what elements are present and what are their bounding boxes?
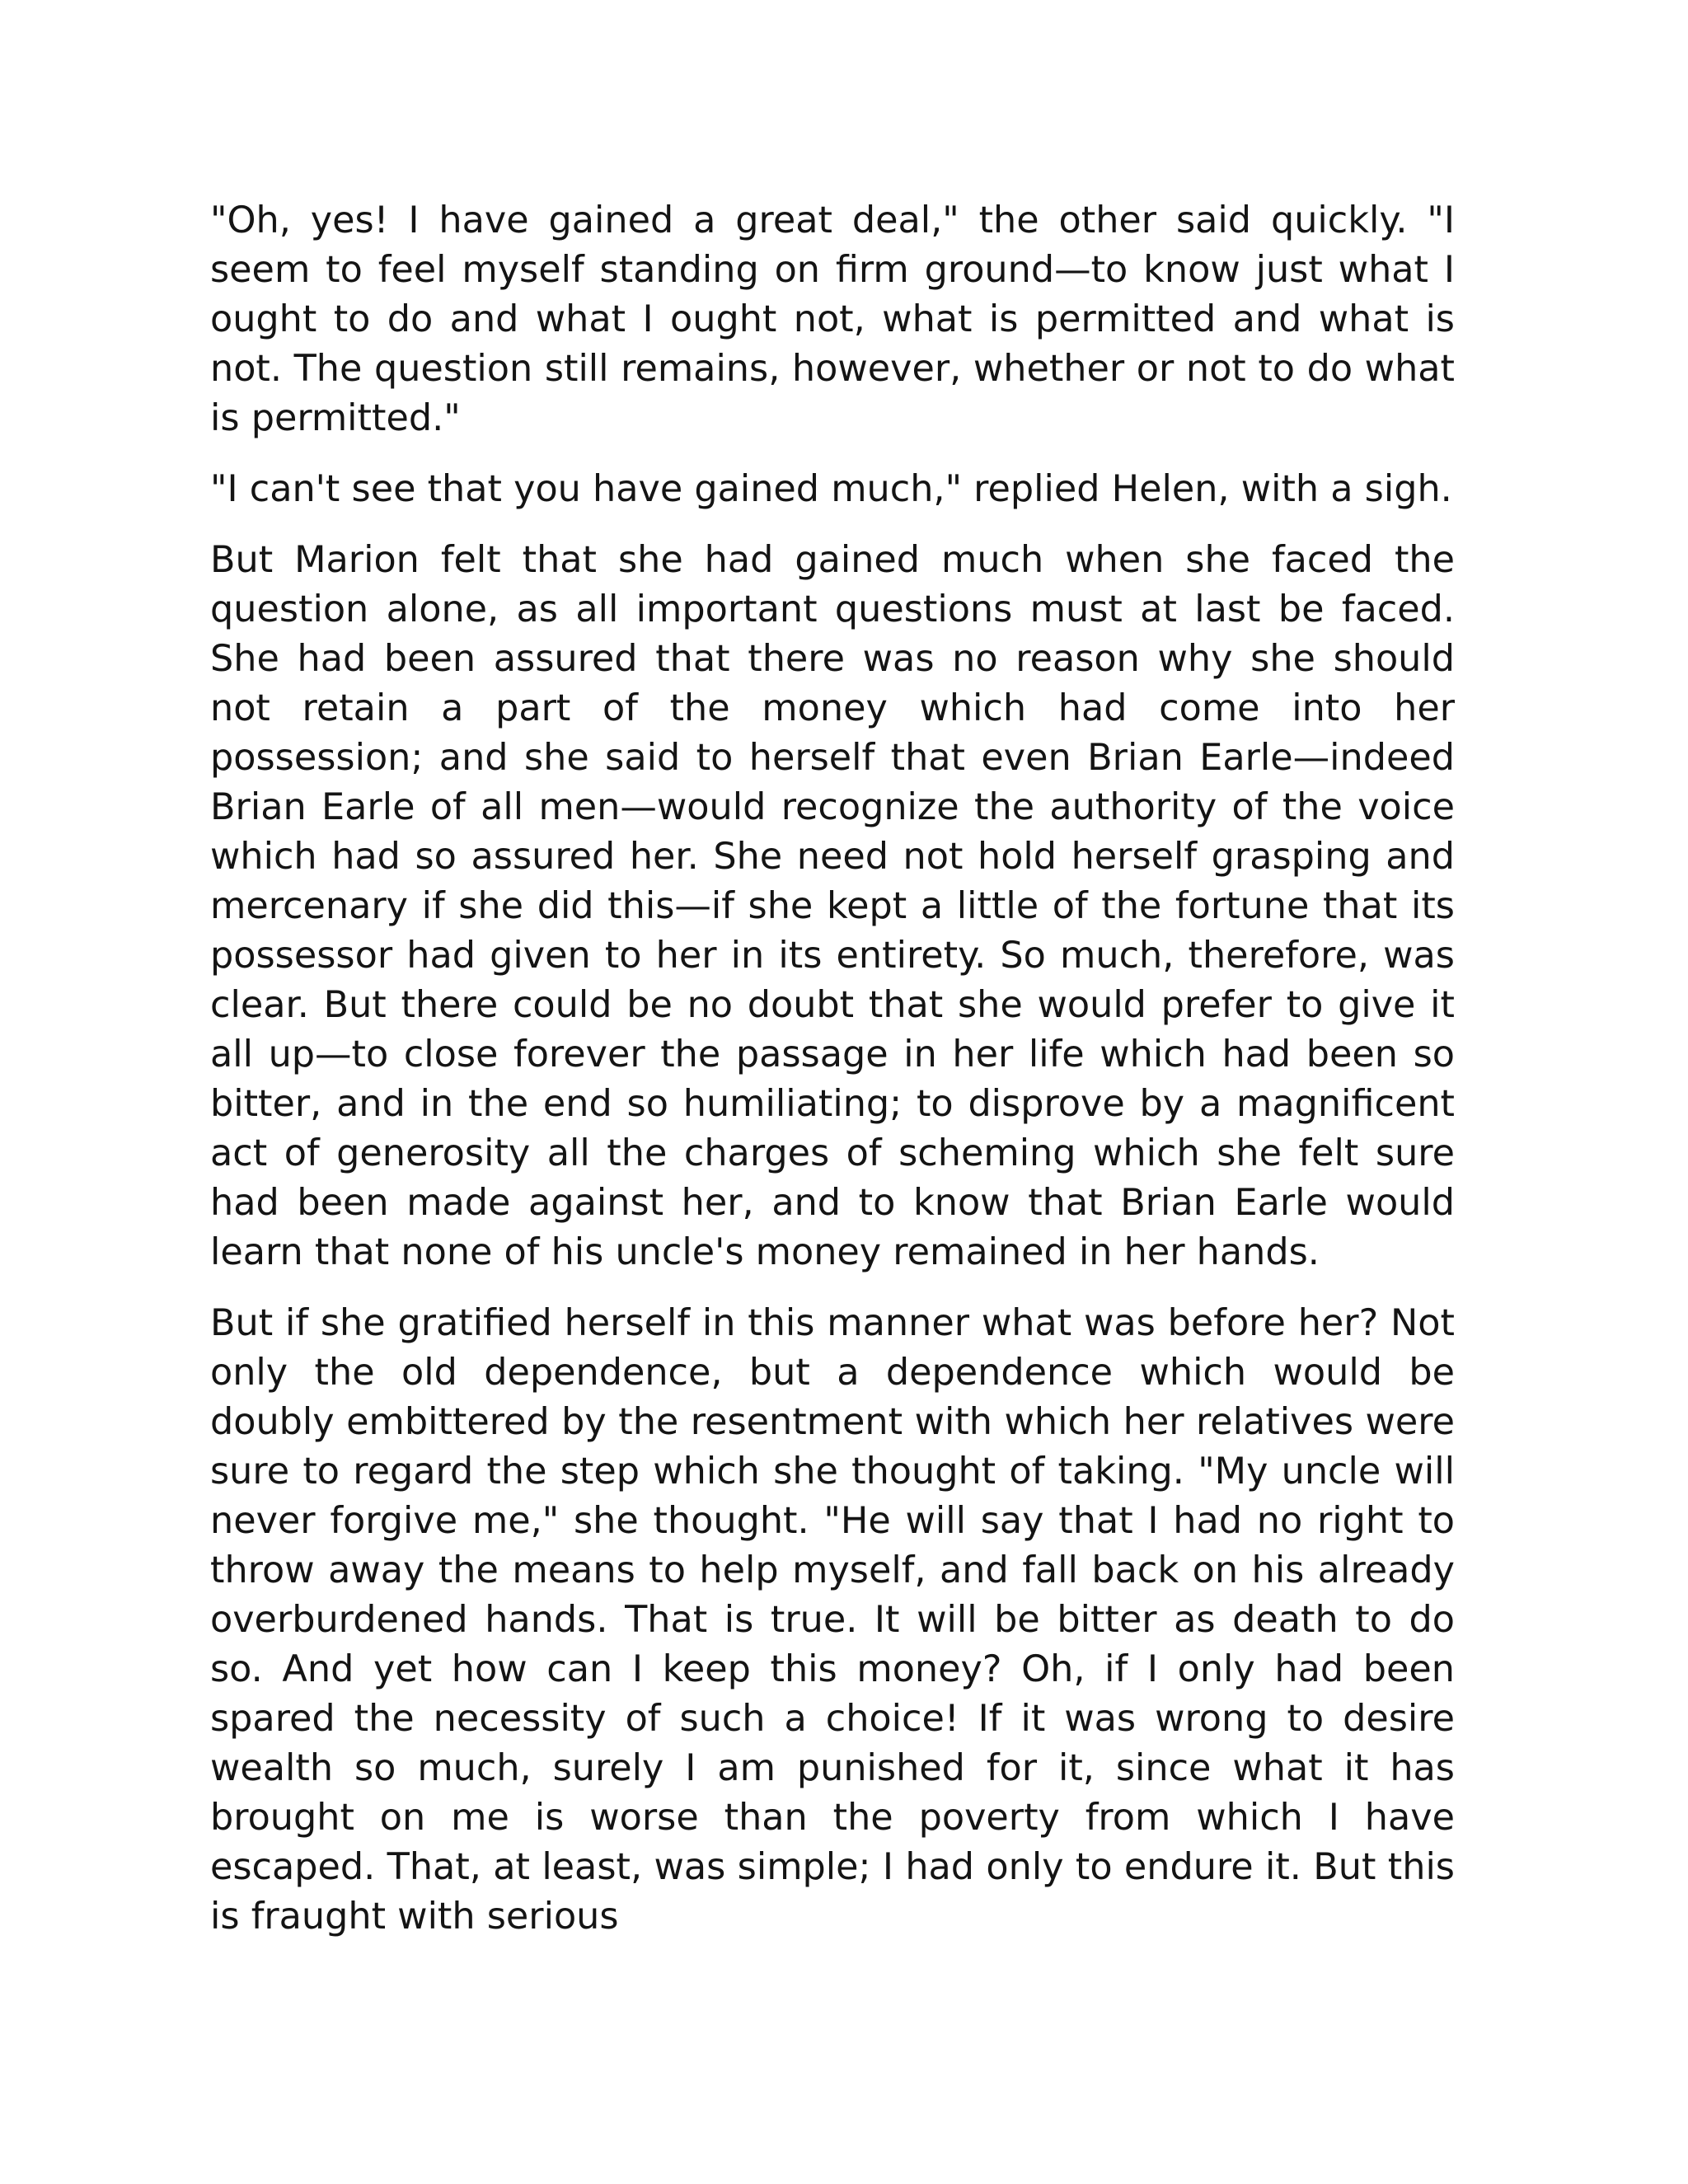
paragraph-3: But Marion felt that she had gained much when she faced the question alone, as all important questions must at last be faced. She had been assured that there was no reason why she should not retain a part of the money which had come into her possession; and she said to herself that even Brian Earle—indeed Brian Earle of all men—would recognize the authority of the voice which had so assured her. She need not hold herself grasping and mercenary if she did this—if she kept a little of the fortune that its possessor had given to her in its entirety. So much, therefore, was clear. But there could be no doubt that she would prefer to give it all up—to close forever the passage in her life which had been so bitter, and in the end so humiliating; to disprove by a magnificent act of generosity all the charges of scheming which she felt sure had been made against her, and to know that Brian Earle would learn that none of his uncle's money remained in her hands. [210,539,1455,1273]
paragraph-4: But if she gratified herself in this manner what was before her? Not only the old dependence, but a dependence which would be doubly embittered by the resentment with which her relatives were sure to regard the step which she thought of taking. "My uncle will never forgive me," she thought. "He will say that I had no right to throw away the means to help myself, and fall back on his already overburdened hands. That is true. It will be bitter as death to do so. And yet how can I keep this money? Oh, if I only had been spared the necessity of such a choice! If it was wrong to desire wealth so much, surely I am punished for it, since what it has brought on me is worse than the poverty from which I have escaped. That, at least, was simple; I had only to endure it. But this is fraught with serious [210,1302,1455,1938]
paragraph-1: "Oh, yes! I have gained a great deal," the other said quickly. "I seem to feel myself standing on firm ground—to know just what I ought to do and what I ought not, what is permitted and what is not. The question still remains, however, whether or not to do what is permitted." [210,199,1455,439]
book-page [210,196,1455,1963]
paragraph-2: "I can't see that you have gained much," replied Helen, with a sigh. [210,468,1452,510]
